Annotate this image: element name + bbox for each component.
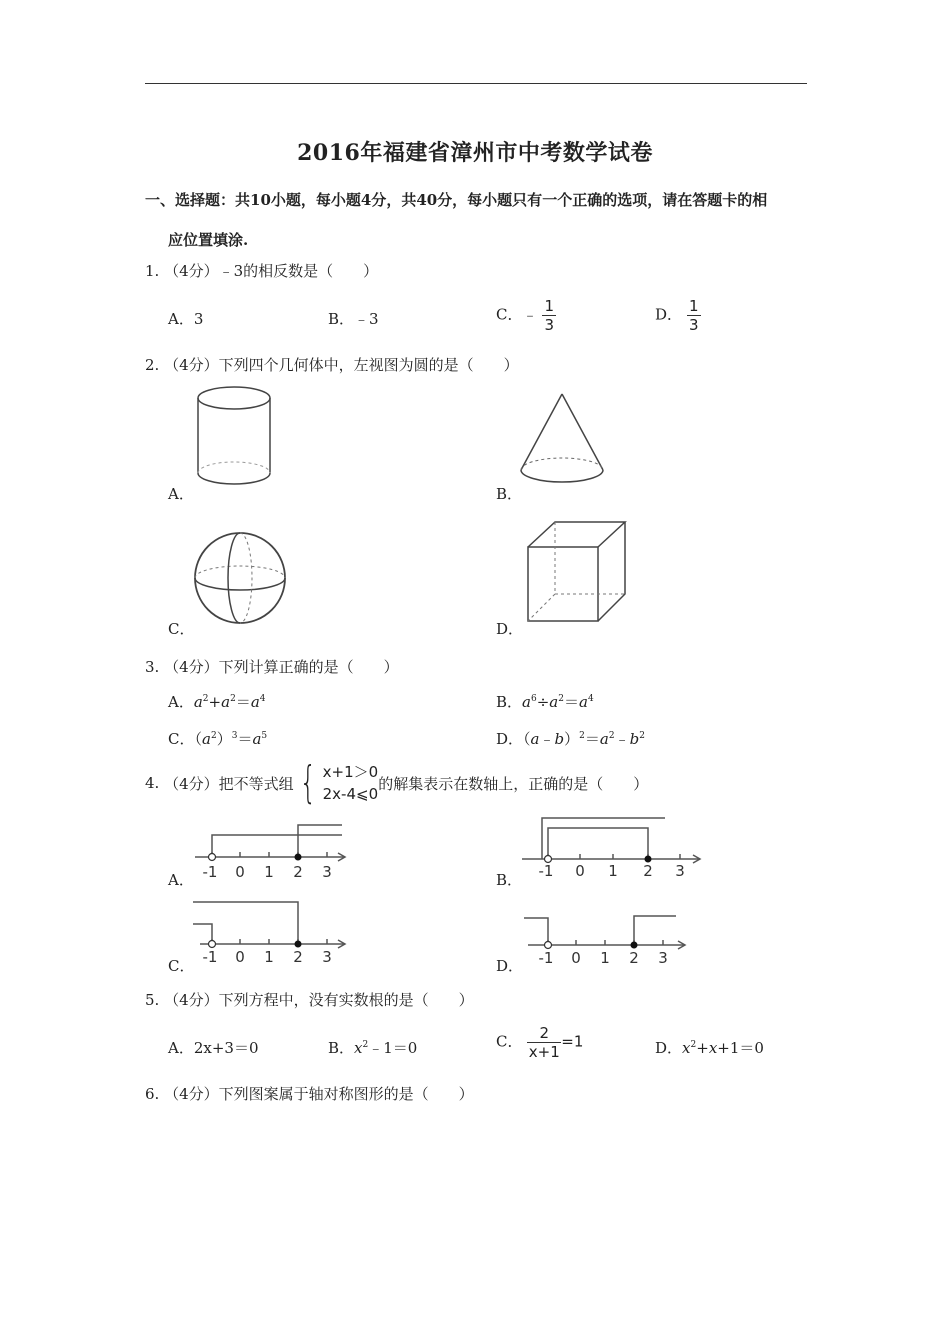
tick-label: 0: [235, 948, 245, 966]
fraction: $\frac{1}{3}$: [542, 298, 556, 333]
q4-option-b: B．: [496, 871, 523, 889]
q1-option-b: B．﹣3: [328, 310, 379, 328]
tick-label: 0: [575, 862, 585, 880]
question-2: 2. （4分）下列四个几何体中，左视图为圆的是（ ）: [145, 356, 519, 374]
q2-option-a: A．: [168, 485, 194, 503]
tick-label: 2: [629, 949, 639, 967]
question-number: 1.: [145, 262, 160, 280]
tick-label: -1: [538, 949, 554, 967]
q5-option-a: A．2x+3＝0: [168, 1039, 259, 1057]
q3-option-b: B．$a^6\div a^2=a^4$: [496, 693, 594, 711]
tick-label: -1: [202, 863, 218, 881]
cone-icon: [515, 390, 610, 490]
fraction: $\frac{2}{x+1}$: [528, 1024, 560, 1061]
q4-option-c: C．: [168, 957, 195, 975]
fraction: $\frac{1}{3}$: [687, 298, 701, 333]
question-4: 4. （4分）把不等式组 { x+1＞0 2x-4⩽0 的解集表示在数轴上，正确的是（ ）: [145, 757, 649, 808]
tick-label: 3: [658, 949, 668, 967]
header-rule: [145, 83, 807, 84]
tick-label: 1: [264, 948, 274, 966]
q2-option-d: D．: [496, 620, 524, 638]
tick-label: 2: [293, 863, 303, 881]
brace-icon: {: [299, 757, 317, 808]
tick-label: 2: [643, 862, 653, 880]
tick-label: 3: [675, 862, 685, 880]
q2-option-b: B．: [496, 485, 523, 503]
tick-label: 0: [571, 949, 581, 967]
tick-label: 1: [600, 949, 610, 967]
tick-label: 3: [322, 863, 332, 881]
number-line-d: [520, 910, 690, 970]
tick-label: 3: [322, 948, 332, 966]
tick-label: 2: [293, 948, 303, 966]
sphere-icon: [190, 530, 290, 630]
section-heading: 一、选择题：共10小题，每小题4分，共40分，每小题只有一个正确的选项，请在答题卡的相: [145, 191, 768, 209]
q4-option-a: A．: [168, 871, 194, 889]
question-5: 5. （4分）下列方程中，没有实数根的是（ ）: [145, 991, 474, 1009]
q1-option-c: C．﹣ $\frac{1}{3}$: [496, 298, 556, 333]
cylinder-icon: [190, 385, 280, 490]
q5-option-c: C． $\frac{2}{x+1}$ =1: [496, 1024, 584, 1061]
tick-label: -1: [202, 948, 218, 966]
section-heading-cont: 应位置填涂.: [168, 231, 249, 249]
q1-option-a: A．3: [168, 310, 204, 328]
tick-label: 1: [264, 863, 274, 881]
tick-label: 1: [608, 862, 618, 880]
number-line-b: [520, 812, 705, 882]
q3-option-d: D．$(a﹣b)^2=a^2﹣b^2$: [496, 730, 645, 748]
question-6: 6. （4分）下列图案属于轴对称图形的是（ ）: [145, 1085, 474, 1103]
tick-label: 0: [235, 863, 245, 881]
page-title: 2016年福建省漳州市中考数学试卷: [297, 140, 653, 166]
question-1: [145, 260, 378, 281]
q4-option-d: D．: [496, 957, 524, 975]
q5-option-d: D．$x^2+x+1=0$: [655, 1039, 764, 1057]
q1-option-d: D． $\frac{1}{3}$: [655, 298, 701, 333]
q5-option-b: B．$x^2﹣1=0$: [328, 1039, 418, 1057]
tick-label: -1: [538, 862, 554, 880]
number-line-c: [190, 896, 355, 968]
q2-option-c: C．: [168, 620, 195, 638]
cube-icon: [525, 520, 630, 630]
number-line-a: [190, 820, 350, 885]
question-3: 3. （4分）下列计算正确的是（ ）: [145, 658, 399, 676]
q3-option-c: C．$(a^2)^3=a^5$: [168, 730, 268, 748]
q3-option-a: A．$a^2+a^2=a^4$: [168, 693, 266, 711]
question-stem: （4分）﹣3的相反数是（ ）: [164, 262, 379, 280]
inequality-system: { x+1＞0 2x-4⩽0: [299, 757, 379, 808]
